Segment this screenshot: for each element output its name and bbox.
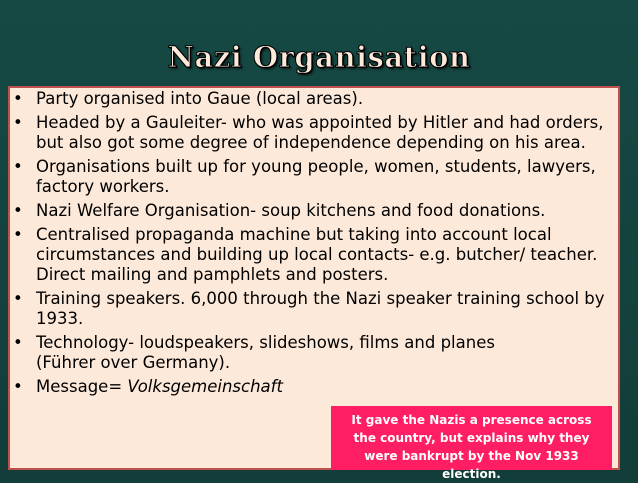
bullet-text: Training speakers. 6,000 through the Nazi speaker training school by 1933.	[36, 289, 605, 328]
bullet-item	[13, 333, 613, 373]
bullet-item	[13, 225, 613, 285]
bullet-item	[13, 377, 613, 397]
bullet-marker: •	[13, 201, 23, 220]
bullet-marker: •	[13, 225, 23, 244]
bullet-marker: •	[13, 89, 23, 108]
bullet-marker: •	[13, 333, 23, 352]
bullet-prefix: Message=	[36, 377, 128, 396]
bullet-item	[13, 89, 613, 109]
bullet-list	[13, 89, 613, 401]
bullet-item	[13, 201, 613, 221]
bullet-text: Organisations built up for young people, women, students, lawyers, factory workers.	[36, 157, 596, 196]
bullet-marker: •	[13, 377, 23, 396]
bullet-item	[13, 289, 613, 329]
callout-box: It gave the Nazis a presence across the country, but explains why they were bankrupt by the Nov 1933 election.	[331, 406, 612, 470]
bullet-text: Party organised into Gaue (local areas).	[36, 89, 364, 108]
bullet-item	[13, 157, 613, 197]
bullet-text: Centralised propaganda machine but taking into account local circumstances and building up local contacts- e.g. butcher/ teacher. Direct mailing and pamphlets and posters.	[36, 225, 598, 284]
bullet-text: Technology- loudspeakers, slideshows, films and planes (Führer over Germany).	[36, 333, 495, 372]
bullet-text: Nazi Welfare Organisation- soup kitchens and food donations.	[36, 201, 546, 220]
bullet-italic-term: Volksgemeinschaft	[127, 377, 283, 396]
bullet-marker: •	[13, 289, 23, 308]
bullet-marker: •	[13, 157, 23, 176]
bullet-text: Headed by a Gauleiter- who was appointed by Hitler and had orders, but also got some degree of independence depending on his area.	[36, 113, 604, 152]
bullet-item	[13, 113, 613, 153]
bullet-marker: •	[13, 113, 23, 132]
slide-title: Nazi Organisation	[167, 40, 471, 74]
